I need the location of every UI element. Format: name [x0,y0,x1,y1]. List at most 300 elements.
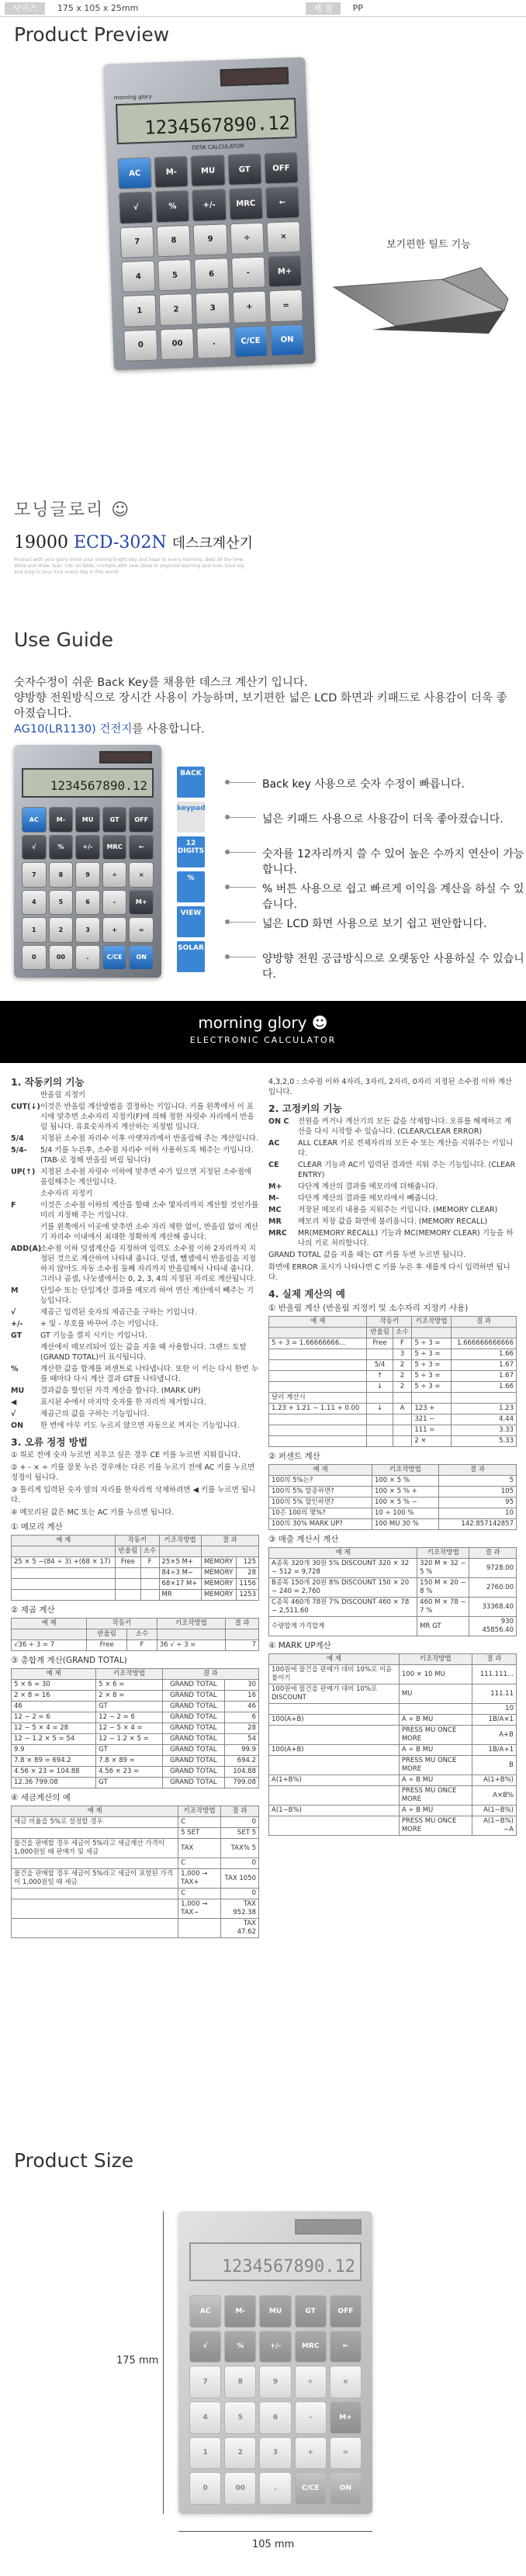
calc-key: + [102,917,127,943]
table-cell: A(1+B%) [269,1775,400,1786]
feature-icon: VIEW [177,906,205,937]
table-cell: 2760.00 [469,1578,517,1598]
table-row [12,1767,259,1778]
table-cell [12,1889,178,1899]
table-cell [116,1579,140,1590]
table-row [269,1338,517,1349]
table-header: 결 과 [451,1317,516,1328]
table-row [269,1360,517,1371]
calc-key: AC [22,807,47,833]
calc-key: 6 [75,890,100,916]
table-cell: Free [367,1338,393,1349]
manual-item-key: MR [268,1217,282,1226]
table-cell: F [127,1640,157,1651]
manual-item-key: 5/4 [11,1134,24,1143]
table-cell: 수량합계 가격합계 [269,1617,417,1636]
table-cell: GRAND TOTAL [162,1702,225,1712]
manual-item-key [11,1189,40,1199]
manual-item-desc: 다단계 계산의 결과를 메모리에 더해줍니다. [298,1182,438,1191]
markup-table [268,1653,517,1836]
table-cell: 100원에 물건을 판매가 대비 10%로 이윤 붙이기 [269,1665,400,1684]
calc-key: AC [189,2295,221,2328]
table-cell: 5 [438,1476,516,1487]
table-cell: 1.66 [451,1349,516,1360]
brand-logo: 모닝글로리 ☺ [14,500,131,520]
size-label: 사이즈 [5,2,45,15]
table-header: 작동키 [87,1619,157,1629]
calculator-size-image: 1234567890.12 AC M- MU GT OFF √ % +/- MRC ← 7 8 9 ÷ × 4 5 6 - M+ 1 2 3 + = 0 00 . C/CE ON [178,2211,372,2514]
table-cell: GT [96,1745,162,1756]
table-cell: MR [159,1590,201,1601]
table-cell: B종목 150개 20원 8% DISCOUNT 150 × 20 − 240 = 2,760 [269,1578,417,1598]
table-cell [140,1579,159,1590]
table-cell: 10은 100의 몇%? [269,1508,372,1519]
calc-key: × [266,221,301,254]
table-cell: 1,000 → TAX+ [178,1869,221,1889]
feature-pointer-line [230,852,256,853]
calc-key: - [295,2401,327,2434]
manual-item [268,1117,517,1137]
table-cell: A(1+B%) [472,1775,516,1786]
table-cell [367,1425,393,1436]
table-cell: A종목 320개 30원 5% DISCOUNT 320 × 32 − 512 = 9,728 [269,1559,417,1578]
table-header: 키조작방법 [417,1548,469,1559]
material-value: PP [352,3,363,13]
feature-pointer-line [230,887,256,888]
calc-key: + [295,2437,327,2470]
table-cell: 12.36 799.08 [12,1778,96,1788]
manual-item-key: √ [11,1410,16,1418]
error-fix-item: ③ 틀리게 입력된 숫자 앞의 자리를 한자리씩 삭제하려면 ◀ 키를 누르면 됩니다. [11,1486,256,1504]
table-row [269,1786,517,1806]
calc-key: 7 [22,862,47,888]
manual-right-column [268,1071,517,1840]
table-cell: C [178,1858,221,1869]
manual-item-key: +/- [11,1320,23,1328]
table-header: 예 제 [269,1465,372,1476]
brand-bar [0,1001,526,1063]
feature-pointer-line [230,782,256,783]
table-cell: 1B/A+1 [472,1745,516,1756]
calc-key: + [232,291,267,324]
table-row [269,1349,517,1360]
manual-item [268,1217,517,1227]
size-title: Product Size [14,2149,134,2172]
table-cell: SET 5 [220,1828,258,1839]
table-cell: 25×5 M+ [159,1557,201,1568]
table-cell: 100(A+B) [269,1745,400,1756]
calc-key: AC [117,158,152,190]
table-header: 예 제 [269,1548,417,1559]
calc-key: ON [330,2472,362,2505]
table-cell: 930 45856.40 [469,1617,517,1636]
calc-key: 9 [193,223,228,256]
table-cell [140,1568,159,1579]
table-cell: 100원에 물건을 판매가 대비 10%로 DISCOUNT [269,1684,400,1704]
table-header: 결 과 [226,1619,259,1629]
table-row [269,1775,517,1786]
table-cell [367,1393,393,1404]
table-cell: 10 ÷ 100 % [372,1508,438,1519]
calc-key: 0 [22,945,47,971]
table-cell [12,1919,178,1938]
table-cell: GRAND TOTAL [162,1691,225,1702]
table-cell: F [140,1557,159,1568]
feature-text: 양방향 전원 공급방식으로 오랫동안 사용하실 수 있습니다. [262,953,524,981]
table-row [269,1487,517,1497]
manual-item [11,1286,259,1306]
table-cell: 5/4 [367,1360,393,1371]
manual-item-key: MRC [268,1229,287,1238]
table-header: 반올림 [87,1629,127,1640]
table-cell [116,1590,140,1601]
manual-item [11,1090,259,1100]
calc-key: 5 [157,259,192,292]
table-cell: 95 [438,1497,516,1508]
table-header: 키조작방법 [178,1806,221,1817]
manual-item-desc: 제곱근 입력된 숫자의 제곱근을 구하는 키입니다. [40,1308,197,1317]
table-cell: 46 [225,1702,259,1712]
manual-item-key: √ [11,1308,16,1317]
table-cell: 16 [225,1691,259,1702]
calc-key: √ [189,2331,221,2363]
s4-title: 4. 실제 계산의 예 [268,1288,345,1300]
table-cell [269,1425,367,1436]
table-cell [269,1371,367,1382]
manual-item [11,1331,259,1341]
manual-item-key: UP(↑) [11,1168,36,1176]
manual-item [268,1138,517,1158]
ex-mu-title: ④ MARK UP계산 [268,1641,331,1650]
calc-key: 8 [49,862,74,888]
table-cell: 2 [393,1360,412,1371]
manual-item-desc: 메모리 저장 값을 화면에 불러옵니다. (MEMORY RECALL) [298,1217,488,1226]
manual-item-desc: 반올림 지정키 [40,1091,86,1099]
table-header: 예 제 [12,1806,178,1817]
table-cell: 5 ÷ 3 = [412,1371,452,1382]
error-fix-item: ① 위로 전에 숫자 누르면 지우고 싶은 경우 CE 키를 누르면 지워집니다. [11,1451,241,1459]
manual-item [11,1364,259,1384]
table-cell: GRAND TOTAL [162,1680,225,1691]
table-cell: 12 − 5 × 4 = 28 [12,1723,96,1734]
table-cell: B [472,1756,516,1775]
table-cell: 1.66 [451,1382,516,1393]
manual-item-key [11,1222,40,1242]
table-cell [367,1349,393,1360]
manual-item-desc: 전원을 켜거나 계산기의 모든 값을 삭제합니다. 오류를 해제하고 계산을 다시 시작할 수 있습니다. (CLEAR/CLEAR ERROR) [298,1117,511,1136]
table-cell: 5 SET [178,1828,221,1839]
table-cell: MEMORY [201,1568,236,1579]
table-cell: 5 ÷ 3 = [412,1382,452,1393]
table-header: 결 과 [469,1548,517,1559]
table-row [269,1684,517,1704]
gt-table [11,1668,259,1788]
table-header: 소수 [393,1328,412,1338]
table-cell: 25 × 5 −(84 ÷ 3) +(68 × 17) [12,1557,116,1568]
table-cell [12,1899,178,1919]
table-cell: 5 ÷ 3 = [412,1349,452,1360]
calc-key: 8 [224,2366,256,2398]
s2-intro: 4,3,2,0 : 소수점 이하 4자리, 3자리, 2자리, 0자리 지정된 소수점 이하 계산 입니다. [268,1078,512,1096]
table-cell: ↑ [367,1371,393,1382]
calc-key: 2 [49,917,74,943]
table-cell [393,1393,412,1404]
table-cell: PRESS MU ONCE MORE [399,1726,472,1745]
table-cell: 321 − [412,1414,452,1425]
manual-item [11,1319,259,1329]
manual-item-key: 5/4- [11,1146,27,1155]
table-row [12,1680,259,1691]
calc-key: MRC [228,188,263,220]
table-cell [393,1414,412,1425]
table-row [12,1568,259,1579]
width-dimension-label: 105 mm [252,2539,295,2550]
table-cell [178,1919,221,1938]
table-cell: 5 × 6 = 30 [12,1680,96,1691]
table-cell: 0 [220,1817,258,1828]
manual-item-key: CE [268,1161,279,1169]
manual-item-desc: 단일수 또는 단일계산 결과를 메모리 하여 연산 계산에서 빼주는 기능입니다. [40,1286,254,1305]
calc-key: OFF [330,2295,362,2328]
table-row [12,1712,259,1723]
table-cell: C [178,1889,221,1899]
calculator-guide-image: 1234567890.12 AC M- MU GT OFF √ % +/- MRC ← 7 8 9 ÷ × 4 5 6 - M+ 1 2 3 + = 0 00 . C/CE ON [14,745,161,978]
table-cell [12,1568,116,1579]
table-row [12,1590,259,1601]
table-cell: 123 + [412,1404,452,1414]
table-cell: 4.56 × 23 = [96,1767,162,1778]
table-cell: GRAND TOTAL [162,1745,225,1756]
table-cell: 36 √ ÷ 3 = [157,1640,225,1651]
manual-item [268,1228,517,1248]
table-row [269,1436,517,1447]
table-cell: GRAND TOTAL [162,1756,225,1767]
table-cell: GRAND TOTAL [162,1712,225,1723]
table-cell: A(1−B%) [269,1806,400,1816]
table-header: 결 과 [472,1654,516,1665]
table-cell: 100의 5%는? [269,1476,372,1487]
table-header: 결 과 [220,1806,258,1817]
table-cell: √36 ÷ 3 = 7 [12,1640,87,1651]
s1-title: 1. 작동키의 기능 [11,1076,85,1088]
table-cell [269,1436,367,1447]
manual-item [268,1205,517,1215]
manual-item [11,1102,259,1132]
manual-item [11,1342,259,1362]
ex-sqrt-title: ② 제곱 계산 [11,1605,55,1615]
table-row [269,1425,517,1436]
manual-item-desc: 지정된 소수점 자리수 이후 아랫자리에서 반올림해 주는 계산입니다. [40,1134,259,1143]
table-cell [12,1858,178,1869]
table-cell: GRAND TOTAL [162,1778,225,1788]
table-cell: 5.33 [451,1436,516,1447]
table-cell: 28 [225,1723,259,1734]
calc-key: MU [75,807,100,833]
table-cell: 1253 [236,1590,258,1601]
table-header: 예 제 [269,1654,400,1665]
calc-key: √ [22,835,47,860]
calculator-preview-image [103,57,316,371]
table-row [12,1579,259,1590]
table-cell [116,1568,140,1579]
table-header: 소수 [127,1629,157,1640]
table-row [269,1382,517,1393]
table-cell: 7.8 × 89 = 694.2 [12,1756,96,1767]
table-cell: 1.67 [451,1360,516,1371]
table-row [269,1726,517,1745]
table-cell: TAX 47.62 [220,1919,258,1938]
calc-key: M- [154,156,189,189]
table-cell: 100 × 10 MU [399,1665,472,1684]
table-cell: GT [96,1702,162,1712]
table-header: 반올림 [116,1546,140,1557]
manual-item-desc: 제곱근의 값을 구하는 기능입니다. [40,1410,150,1418]
manual-item-key: CUT(↓) [11,1103,40,1111]
calc-key: 1 [22,917,47,943]
ex-sale-title: ③ 매출 계산서 계산 [268,1535,339,1544]
table-row [269,1745,517,1756]
table-cell: 33368.40 [469,1598,517,1617]
table-cell [451,1393,516,1404]
calc-key: OFF [264,152,299,185]
table-cell: 5 ÷ 3 = 1.66666666... [269,1338,367,1349]
table-header: 예 제 [12,1669,96,1680]
table-cell: 5 × 6 = [96,1680,162,1691]
table-cell [269,1756,400,1775]
calc-key: ← [330,2331,362,2363]
table-cell: 9.9 [12,1745,96,1756]
table-row [12,1817,259,1828]
table-row [269,1393,517,1404]
table-cell: F [393,1338,412,1349]
calc-key: 7 [120,226,155,258]
table-header: 키조작방법 [412,1317,452,1328]
table-header: 키조작방법 [399,1654,472,1665]
table-cell: A+B [472,1726,516,1745]
calc-key: M+ [268,255,303,288]
table-cell: ↓ [367,1404,393,1414]
table-cell: MR GT [417,1617,469,1636]
calc-key: 6 [259,2401,291,2434]
feature-text: 넓은 LCD 화면 사용으로 보기 쉽고 편안합니다. [262,918,487,930]
table-cell [269,1726,400,1745]
table-cell [393,1425,412,1436]
manual-item [11,1145,259,1165]
memory-table [11,1535,259,1601]
manual-item [11,1307,259,1317]
calc-key: = [129,917,154,943]
table-cell: 2 [393,1371,412,1382]
manual-item-key: ◀ [11,1398,17,1407]
table-cell: 142.857142857 [438,1519,516,1530]
manual [0,1071,526,2134]
calc-key: GT [102,807,127,833]
manual-item-key [11,1342,40,1362]
solar-panel [220,67,289,86]
calc-key: 2 [224,2437,256,2470]
table-cell: 68×17 M+ [159,1579,201,1590]
calculator-keypad [117,152,304,362]
calc-key: M+ [330,2401,362,2434]
table-cell [269,1349,367,1360]
table-cell: 111.11 [472,1684,516,1704]
calc-key: = [268,289,303,322]
table-cell: TAX% 5 [220,1839,258,1858]
manual-item-desc: GT 기능을 켤지 시키는 키입니다. [40,1331,148,1340]
table-cell: 달러 계산시 [269,1393,367,1404]
table-cell [12,1579,116,1590]
table-header: 결 과 [162,1669,258,1680]
manual-item [268,1182,517,1192]
table-header: 소수 [140,1546,159,1557]
table-row [12,1858,259,1869]
calculator-display: 1234567890.12 [116,98,297,144]
table-cell: 100의 5% 할증하면? [269,1487,372,1497]
calc-key: 8 [157,225,192,258]
table-row [12,1889,259,1899]
brand-logo-icon: ☺ [111,500,131,520]
brand-bar-subtitle: ELECTRONIC CALCULATOR [189,1035,337,1045]
table-cell: 111 = [412,1425,452,1436]
manual-item [11,1189,259,1199]
table-cell: MEMORY [201,1579,236,1590]
table-cell: Free [87,1640,127,1651]
manual-item-desc: 계산에서 메모리되어 있는 값을 지울 때 사용합니다. 그랜드 토탈(GRAND TOTAL)이 표시됩니다. [40,1343,247,1362]
manual-item-desc: 결과값을 할인된 가격 계산을 합니다. (MARK UP) [40,1387,201,1395]
preview-title: Product Preview [14,23,170,46]
table-cell: 125 [236,1557,258,1568]
width-dimension-line [178,2531,372,2532]
manual-item [11,1134,259,1144]
table-cell [140,1590,159,1601]
feature-icon: 12 DIGITS [177,836,205,867]
feature-text: 넓은 키패드 사용으로 사용감이 더욱 좋아졌습니다. [262,813,504,826]
table-cell: 5 ÷ 3 = [412,1360,452,1371]
table-cell: 320 M × 32 − 5 % [417,1559,469,1578]
table-cell: 2 × 8 = 16 [12,1691,96,1702]
table-cell: 12 − 5 × 4 = [96,1723,162,1734]
table-cell: 4.56 × 23 = 104.88 [12,1767,96,1778]
feature-text: Back key 사용으로 숫자 수정이 빠릅니다. [262,778,465,791]
calc-key: 4 [22,890,47,916]
calc-key: 2 [159,293,194,326]
table-row [12,1640,259,1651]
table-cell: 99.9 [225,1745,259,1756]
table-cell: 9728.00 [469,1559,517,1578]
table-row [12,1557,259,1568]
table-cell: 1.666666666666 [451,1338,516,1349]
manual-item-desc: 한 번에 아무 키도 누르지 않으면 자동으로 꺼지는 기능입니다. [40,1421,240,1430]
manual-item-desc: CLEAR 기능과 AC키 입력된 결과만 지워 주는 기능입니다. (CLEAR ENTRY) [298,1161,516,1179]
table-cell: A [393,1404,412,1414]
table-header: 작동키 [367,1317,412,1328]
calc-key: OFF [129,807,154,833]
table-cell: 54 [225,1734,259,1745]
feature-text: 숫자를 12자리까지 쓸 수 있어 높은 수까지 연산이 가능합니다. [262,848,524,876]
table-cell: 100 MU 30 % [372,1519,438,1530]
table-cell: 12 − 1.2 × 5 = [96,1734,162,1745]
feature-icon: % [177,871,205,902]
table-cell: C종목 460개 78원 7% DISCOUNT 460 × 78 − 2,511.60 [269,1598,417,1617]
manual-item [11,1167,259,1187]
table-row [269,1806,517,1816]
calc-key: . [75,945,100,971]
height-dimension-label: 175 mm [116,2355,159,2367]
tilt-caption: 보기편한 틸트 기능 [386,239,471,251]
manual-item-key: M [11,1286,19,1295]
material-label: 재 질 [306,2,341,15]
table-cell: 1.67 [451,1371,516,1382]
